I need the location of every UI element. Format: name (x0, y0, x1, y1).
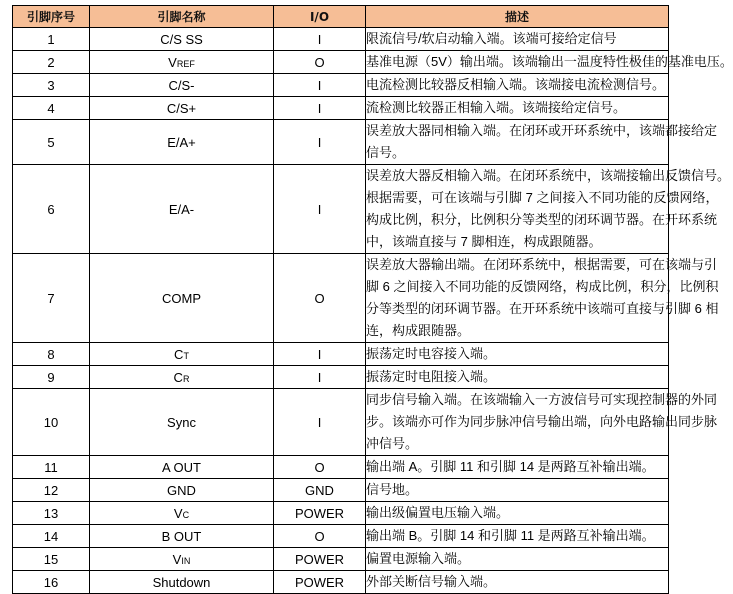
pin-description (366, 525, 669, 548)
description-line: 振荡定时电阻接入端。 (366, 369, 497, 384)
description-line: 误差放大器同相输入端。在闭环或开环系统中，该端都接给定 (366, 123, 718, 138)
pin-io: I (274, 389, 366, 456)
pin-io: I (274, 165, 366, 254)
pin-number: 3 (13, 74, 90, 97)
table-row (13, 51, 669, 74)
pin-name-main: V (168, 54, 177, 70)
table-row (13, 571, 669, 594)
pin-description-table (12, 5, 733, 594)
pin-description (366, 28, 669, 51)
description-line: 误差放大器反相输入端。在闭环系统中，该端接输出反馈信号。 (366, 168, 731, 183)
description-line: 连，构成跟随器。 (366, 323, 471, 338)
pin-name: Sync (90, 389, 274, 456)
pin-description (366, 51, 733, 74)
pin-name: E/A- (90, 165, 274, 254)
pin-number: 11 (13, 456, 90, 479)
description-line: 中，该端直接与 7 脚相连，构成跟随器。 (366, 234, 602, 249)
pin-description (366, 479, 669, 502)
pin-name-main: V (173, 505, 183, 521)
pin-description (366, 97, 669, 120)
pin-name: C/S SS (90, 28, 274, 51)
pin-name: Shutdown (90, 571, 274, 594)
pin-io: O (274, 254, 366, 343)
pin-io: I (274, 343, 366, 366)
pin-io: I (274, 120, 366, 165)
pin-io: O (274, 456, 366, 479)
pin-description (366, 456, 669, 479)
description-line: 输出级偏置电压输入端。 (366, 505, 510, 520)
table-row (13, 389, 669, 456)
pin-name-main: C (174, 346, 184, 362)
header-row (13, 6, 669, 28)
description-line: 构成比例，积分，比例积分等类型的闭环调节器。在开环系统 (366, 212, 718, 227)
description-line: 步。该端亦可作为同步脉冲信号输出端，向外电路输出同步脉 (366, 414, 718, 429)
pin-number: 12 (13, 479, 90, 502)
pin-number: 15 (13, 548, 90, 571)
description-line: 限流信号/软启动输入端。该端可接给定信号 (366, 31, 617, 46)
pin-name-subscript: REF (176, 58, 195, 69)
pin-description (366, 571, 669, 594)
pin-name (90, 366, 274, 389)
pin-number: 9 (13, 366, 90, 389)
table-row (13, 28, 669, 51)
pin-name-subscript: IN (181, 555, 191, 566)
description-line: 基准电源（5V）输出端。该端输出一温度特性极佳的基准电压。 (366, 54, 733, 69)
pin-name: C/S+ (90, 97, 274, 120)
description-line: 偏置电源输入端。 (366, 551, 471, 566)
description-line: 分等类型的闭环调节器。在开环系统中该端可直接与引脚 6 相 (366, 301, 719, 316)
pin-io: POWER (274, 502, 366, 525)
pin-io: POWER (274, 548, 366, 571)
pin-name: B OUT (90, 525, 274, 548)
table-row (13, 456, 669, 479)
table-row (13, 548, 669, 571)
pin-name: E/A+ (90, 120, 274, 165)
table-row (13, 343, 669, 366)
pin-io: I (274, 97, 366, 120)
pin-description (366, 366, 669, 389)
description-line: 冲信号。 (366, 436, 419, 451)
header-io: I/O (274, 6, 366, 28)
pin-name: GND (90, 479, 274, 502)
description-line: 外部关断信号输入端。 (366, 574, 497, 589)
description-line: 流检测比较器正相输入端。该端接给定信号。 (366, 100, 627, 115)
pin-number: 4 (13, 97, 90, 120)
description-line: 电流检测比较器反相输入端。该端接电流检测信号。 (366, 77, 666, 92)
pin-description (366, 254, 719, 343)
pin-number: 5 (13, 120, 90, 165)
header-description: 描述 (366, 6, 669, 28)
pin-description (366, 165, 731, 254)
pin-description (366, 548, 669, 571)
pin-name (90, 502, 274, 525)
description-line: 误差放大器输出端。在闭环系统中，根据需要，可在该端与引 (366, 257, 718, 272)
pin-description (366, 502, 669, 525)
pin-number: 16 (13, 571, 90, 594)
pin-io: O (274, 51, 366, 74)
table-row (13, 97, 669, 120)
table-row (13, 502, 669, 525)
header-pin-name: 引脚名称 (90, 6, 274, 28)
pin-name-main: C (173, 369, 183, 385)
pin-name (90, 51, 274, 74)
pin-io: I (274, 366, 366, 389)
pin-name (90, 343, 274, 366)
pin-io: GND (274, 479, 366, 502)
table-row (13, 254, 669, 343)
description-line: 同步信号输入端。在该端输入一方波信号可实现控制器的外同 (366, 392, 718, 407)
description-line: 输出端 B。引脚 14 和引脚 11 是两路互补输出端。 (366, 528, 655, 543)
pin-io: POWER (274, 571, 366, 594)
pin-name: C/S- (90, 74, 274, 97)
pin-number: 2 (13, 51, 90, 74)
pin-io: I (274, 74, 366, 97)
pin-name-main: V (172, 551, 182, 567)
pin-description (366, 389, 718, 456)
pin-number: 7 (13, 254, 90, 343)
description-line: 振荡定时电容接入端。 (366, 346, 497, 361)
table-row (13, 525, 669, 548)
pin-name: A OUT (90, 456, 274, 479)
pin-name-subscript: T (183, 350, 189, 361)
description-line: 信号地。 (366, 482, 419, 497)
description-line: 输出端 A。引脚 11 和引脚 14 是两路互补输出端。 (366, 459, 655, 474)
table-row (13, 120, 669, 165)
header-pin-number: 引脚序号 (13, 6, 90, 28)
pin-name-subscript: C (182, 509, 190, 520)
description-line: 脚 6 之间接入不同功能的反馈网络，构成比例，积分，比例积 (366, 279, 719, 294)
pin-number: 14 (13, 525, 90, 548)
pin-number: 13 (13, 502, 90, 525)
pin-number: 8 (13, 343, 90, 366)
pin-name-subscript: R (182, 373, 190, 384)
pin-name: COMP (90, 254, 274, 343)
description-line: 根据需要，可在该端与引脚 7 之间接入不同功能的反馈网络， (366, 190, 719, 205)
description-line: 信号。 (366, 145, 406, 160)
pin-io: I (274, 28, 366, 51)
table-row (13, 366, 669, 389)
pin-description (366, 120, 718, 165)
pin-description (366, 74, 669, 97)
pin-name (90, 548, 274, 571)
pin-number: 10 (13, 389, 90, 456)
table-row (13, 74, 669, 97)
table-row (13, 165, 669, 254)
pin-number: 1 (13, 28, 90, 51)
pin-number: 6 (13, 165, 90, 254)
pin-io: O (274, 525, 366, 548)
table-row (13, 479, 669, 502)
pin-description (366, 343, 669, 366)
